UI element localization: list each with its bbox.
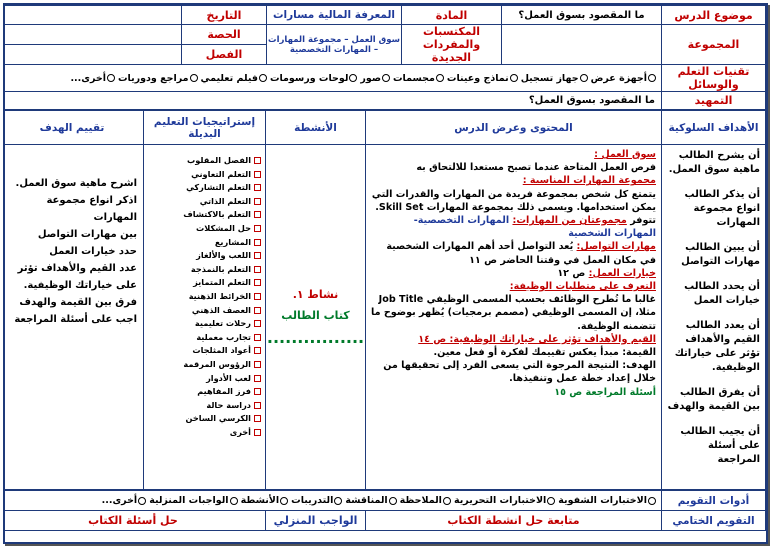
tools-option-label: الواجبات المنزلية xyxy=(149,495,229,506)
radio-icon[interactable] xyxy=(436,74,444,82)
content-heading: سوق العمل : xyxy=(594,149,656,160)
tech-option[interactable] xyxy=(70,73,116,84)
tech-option-label: صور xyxy=(360,72,382,84)
strategy-item[interactable] xyxy=(148,359,261,373)
checkbox-icon[interactable] xyxy=(254,266,261,273)
tools-option[interactable] xyxy=(558,495,657,506)
strategy-item[interactable] xyxy=(148,427,261,441)
tech-option[interactable] xyxy=(447,73,519,84)
content-text: يُعد التواصل أحد أهم المهارات الشخصية في مكان العمل في وقتنا الحاضر ص ١١ xyxy=(386,241,656,266)
content-paragraph: يتمتع كل شخص بمجموعة فريدة من المهارات والقدرات التي يمكن استخدامها. ويسمى ذلك بمجموعة المهارات Skill Set. xyxy=(371,188,656,213)
content-review: أسئلة المراجعة ص ١٥ xyxy=(554,386,656,398)
radio-icon[interactable] xyxy=(547,497,555,505)
tools-option[interactable] xyxy=(241,495,290,506)
tech-option-label: أخرى... xyxy=(70,72,106,84)
date-label: التاريخ xyxy=(182,6,267,25)
strategy-label: الرؤوس المرقمة xyxy=(183,358,251,369)
objective-item: أن يفرق الطالب بين القيمة والهدف xyxy=(667,387,760,412)
book-activities: متابعة حل انشطة الكتاب xyxy=(366,511,662,531)
strategy-label: العصف الذهني xyxy=(191,304,251,315)
content-paragraph xyxy=(371,240,656,266)
radio-icon[interactable] xyxy=(349,74,357,82)
strategy-item[interactable] xyxy=(148,305,261,319)
strategy-label: أخرى xyxy=(229,426,251,437)
radio-icon[interactable] xyxy=(648,74,656,82)
checkbox-icon[interactable] xyxy=(254,293,261,300)
period-label: الحصة xyxy=(182,25,267,45)
tools-label: أدوات التقويم xyxy=(662,491,766,511)
content-paragraph: الهدف: النتيجة المرجوة التي يسعى الفرد إلى تحقيقها من خلال إعداد خطة عمل وتنفيذها. xyxy=(383,360,656,385)
strategy-label: الخرائط الذهنية xyxy=(188,290,251,301)
tools-option-label: الاختبارات الشفوية xyxy=(558,495,647,506)
checkbox-icon[interactable] xyxy=(254,320,261,327)
col-strategies: إستراتيجيات التعليم البديلة xyxy=(144,111,266,145)
checkbox-icon[interactable] xyxy=(254,171,261,178)
activity-title: نشاط ١. xyxy=(292,287,339,301)
lesson-topic-value: ما المقصود بسوق العمل؟ xyxy=(502,6,662,25)
radio-icon[interactable] xyxy=(230,497,238,505)
subject-value: المعرفة المالية مسارات xyxy=(267,6,402,25)
checkbox-icon[interactable] xyxy=(254,184,261,191)
strategy-item[interactable] xyxy=(148,155,261,169)
tools-option-label: المناقشة xyxy=(345,495,388,506)
strategy-item[interactable] xyxy=(148,223,261,237)
content-heading: التعرف على متطلبات الوظيفة: xyxy=(509,281,656,293)
evaluation-item: فرق بين القيمة والهدف xyxy=(19,297,137,308)
checkbox-icon[interactable] xyxy=(254,198,261,205)
checkbox-icon[interactable] xyxy=(254,402,261,409)
checkbox-icon[interactable] xyxy=(254,279,261,286)
strategy-item[interactable] xyxy=(148,209,261,223)
col-content: المحتوى وعرض الدرس xyxy=(366,111,662,145)
radio-icon[interactable] xyxy=(259,74,267,82)
strategy-item[interactable] xyxy=(148,386,261,400)
activity-sub: كتاب الطالب xyxy=(281,308,350,322)
header-table xyxy=(3,5,766,110)
strategy-label: التعلم بالاكتشاف xyxy=(183,209,251,220)
strategy-label: الكرسي الساخن xyxy=(185,413,251,424)
checkbox-icon[interactable] xyxy=(254,361,261,368)
col-evaluation: تقييم الهدف xyxy=(3,111,144,145)
content-paragraph xyxy=(371,267,656,280)
class-value[interactable] xyxy=(3,45,182,65)
radio-icon[interactable] xyxy=(389,497,397,505)
content-heading: مجموعتان من المهارات: xyxy=(512,215,627,227)
strategy-label: فرز المفاهيم xyxy=(197,386,251,397)
evaluation-item: حدد خيارات العمل xyxy=(49,246,137,257)
intro-label: التمهيد xyxy=(662,92,766,110)
strategy-item[interactable] xyxy=(148,373,261,387)
tech-option[interactable] xyxy=(118,73,199,84)
tech-options xyxy=(3,65,662,92)
evaluation-item: عدد القيم والأهداف تؤثر على خياراتك الوظيفية. xyxy=(17,263,137,291)
tech-option[interactable] xyxy=(360,73,391,84)
tech-label: تقنيات التعلم والوسائل xyxy=(662,65,766,92)
strategy-label: التعلم التشاركي xyxy=(186,182,251,193)
strategy-item[interactable] xyxy=(148,182,261,196)
objective-item: أن يعدد الطالب القيم والأهداف تؤثر على خياراتك الوظيفية. xyxy=(674,320,760,373)
strategy-label: دراسة حالة xyxy=(206,399,251,410)
tech-option[interactable] xyxy=(521,73,589,84)
strategy-item[interactable] xyxy=(148,291,261,305)
strategy-label: الفصل المقلوب xyxy=(187,155,251,165)
tools-option[interactable] xyxy=(149,495,238,506)
checkbox-icon[interactable] xyxy=(254,307,261,314)
content-cell xyxy=(366,145,662,490)
strategy-item[interactable] xyxy=(148,413,261,427)
homework-label: الواجب المنزلي xyxy=(266,511,366,531)
tools-option[interactable] xyxy=(345,495,397,506)
tools-options xyxy=(3,491,662,511)
objective-item: أن يجيب الطالب على أسئلة المراجعة xyxy=(680,426,760,465)
checkbox-icon[interactable] xyxy=(254,334,261,341)
content-text: المهارات التخصصية- المهارات الشخصية xyxy=(413,215,656,240)
intro-value: ما المقصود بسوق العمل؟ xyxy=(3,92,662,110)
concepts-value: سوق العمل – مجموعة المهارات – المهارات التخصصية xyxy=(267,25,402,65)
checkbox-icon[interactable] xyxy=(254,239,261,246)
footer-table xyxy=(3,490,766,531)
strategy-label: حل المشكلات xyxy=(196,222,251,233)
subject-label: المادة xyxy=(402,6,502,25)
tech-option-label: لوحات ورسومات xyxy=(269,72,349,84)
tools-option-label: أخرى... xyxy=(101,495,138,506)
radio-icon[interactable] xyxy=(334,497,342,505)
tools-option-label: الملاحظة xyxy=(399,495,442,506)
tools-option-label: الأنشطة xyxy=(240,495,280,506)
activity-dots: ................ xyxy=(266,327,365,347)
tech-option-label: جهاز تسجيل xyxy=(520,72,579,84)
radio-icon[interactable] xyxy=(190,74,198,82)
radio-icon[interactable] xyxy=(280,497,288,505)
tools-option-label: الاختبارات التحريرية xyxy=(453,495,547,506)
strategy-label: التعلم بالنمذجة xyxy=(190,263,251,274)
tech-option-label: أجهزة عرض xyxy=(590,72,647,84)
checkbox-icon[interactable] xyxy=(254,415,261,422)
strategy-item[interactable] xyxy=(148,250,261,264)
col-activities: الأنشطة xyxy=(266,111,366,145)
tools-option[interactable] xyxy=(291,495,343,506)
strategy-label: التعلم المتمايز xyxy=(193,277,251,288)
tools-option-label: التدريبات xyxy=(291,495,334,506)
content-paragraph xyxy=(371,214,656,240)
final-eval-label: التقويم الختامي xyxy=(662,511,766,531)
strategy-label: رحلات تعليمية xyxy=(194,318,251,329)
radio-icon[interactable] xyxy=(138,497,146,505)
objective-item: أن يشرح الطالب ماهية سوق العمل. xyxy=(668,150,760,175)
strategy-item[interactable] xyxy=(148,264,261,278)
content-paragraph: القيمة: مبدأ يعكس تقييمك لفكرة أو فعل معين. xyxy=(433,347,656,359)
content-text: ص ١٢ xyxy=(557,267,586,279)
checkbox-icon[interactable] xyxy=(254,429,261,436)
radio-icon[interactable] xyxy=(648,497,656,505)
checkbox-icon[interactable] xyxy=(254,375,261,382)
strategy-label: تجارب معملية xyxy=(196,331,251,342)
content-heading: مهارات التواصل: xyxy=(576,241,656,253)
concepts-label: المكتسبات والمفردات الجديدة xyxy=(402,25,502,65)
strategy-label: لعب الأدوار xyxy=(206,372,251,383)
date-value[interactable] xyxy=(3,6,182,25)
strategy-item[interactable] xyxy=(148,277,261,291)
tools-option[interactable] xyxy=(102,495,148,506)
strategy-item[interactable] xyxy=(148,345,261,359)
tech-option[interactable] xyxy=(591,73,657,84)
radio-icon[interactable] xyxy=(443,497,451,505)
strategy-item[interactable] xyxy=(148,400,261,414)
lesson-topic-label: موضوع الدرس xyxy=(662,6,766,25)
tech-option-label: فيلم تعليمي xyxy=(200,72,258,84)
group-label: المجموعة xyxy=(662,25,766,65)
tech-option[interactable] xyxy=(393,73,445,84)
objective-item: أن يبين الطالب مهارات التواصل xyxy=(681,242,760,267)
lesson-plan-frame xyxy=(3,3,768,544)
tech-option[interactable] xyxy=(201,73,268,84)
checkbox-icon[interactable] xyxy=(254,211,261,218)
content-text: تتوفر xyxy=(630,215,656,227)
evaluation-item: اذكر انواع مجموعة المهارات xyxy=(46,195,137,223)
main-table xyxy=(3,110,766,490)
tech-option-label: نماذج وعينات xyxy=(446,72,509,84)
radio-icon[interactable] xyxy=(580,74,588,82)
checkbox-icon[interactable] xyxy=(254,225,261,232)
strategy-label: التعلم الذاتي xyxy=(199,195,251,206)
strategy-item[interactable] xyxy=(148,169,261,183)
checkbox-icon[interactable] xyxy=(254,388,261,395)
strategy-label: التعلم التعاوني xyxy=(191,168,251,179)
tools-option[interactable] xyxy=(400,495,452,506)
strategy-item[interactable] xyxy=(148,196,261,210)
strategy-item[interactable] xyxy=(148,237,261,251)
content-heading: القيم والأهداف تؤثر على خياراتك الوظيفية: ص ١٤ xyxy=(418,333,656,345)
content-paragraph: فرص العمل المتاحة عندما تصبح مستعدا للالتحاق به xyxy=(416,162,656,174)
tools-option[interactable] xyxy=(454,495,556,506)
evaluation-item: اشرح ماهية سوق العمل. xyxy=(15,178,137,189)
tech-option[interactable] xyxy=(270,73,358,84)
period-value[interactable] xyxy=(3,25,182,45)
strategy-label: أعواد المثلجات xyxy=(192,345,251,356)
objective-item: أن يذكر الطالب انواع مجموعة المهارات xyxy=(684,189,760,228)
strategy-label: اللعب والألغاز xyxy=(196,250,251,261)
evaluation-item: بين مهارات التواصل xyxy=(37,229,137,240)
radio-icon[interactable] xyxy=(382,74,390,82)
checkbox-icon[interactable] xyxy=(254,252,261,259)
strategy-label: المشاريع xyxy=(214,236,251,247)
radio-icon[interactable] xyxy=(107,74,115,82)
tech-option-label: مجسمات xyxy=(393,72,435,84)
strategies-cell xyxy=(144,145,266,490)
group-value[interactable] xyxy=(502,25,662,65)
activities-cell xyxy=(266,145,366,490)
checkbox-icon[interactable] xyxy=(254,157,261,164)
strategy-item[interactable] xyxy=(148,318,261,332)
strategy-item[interactable] xyxy=(148,332,261,346)
class-label: الفصل xyxy=(182,45,267,65)
radio-icon[interactable] xyxy=(510,74,518,82)
content-heading: خيارات العمل: xyxy=(588,267,656,279)
tech-option-label: مراجع ودوريات xyxy=(118,72,189,84)
content-heading: مجموعة المهارات المناسبة : xyxy=(522,175,656,187)
checkbox-icon[interactable] xyxy=(254,347,261,354)
evaluation-item: اجب على أسئلة المراجعة xyxy=(14,314,137,325)
objectives-cell xyxy=(662,145,766,490)
objective-item: أن يحدد الطالب خيارات العمل xyxy=(684,281,760,306)
col-objectives: الأهداف السلوكية xyxy=(662,111,766,145)
evaluation-cell xyxy=(3,145,144,490)
content-paragraph: غالبا ما تُطرح الوظائف بحسب المسمى الوظيفي Job Title مثلا، إن المسمى الوظيفي (مصمم برمجيات) يُظهر بوضوح ما تتضمنه الوظيفة. xyxy=(371,294,656,332)
book-questions: حل أسئلة الكتاب xyxy=(3,511,266,531)
